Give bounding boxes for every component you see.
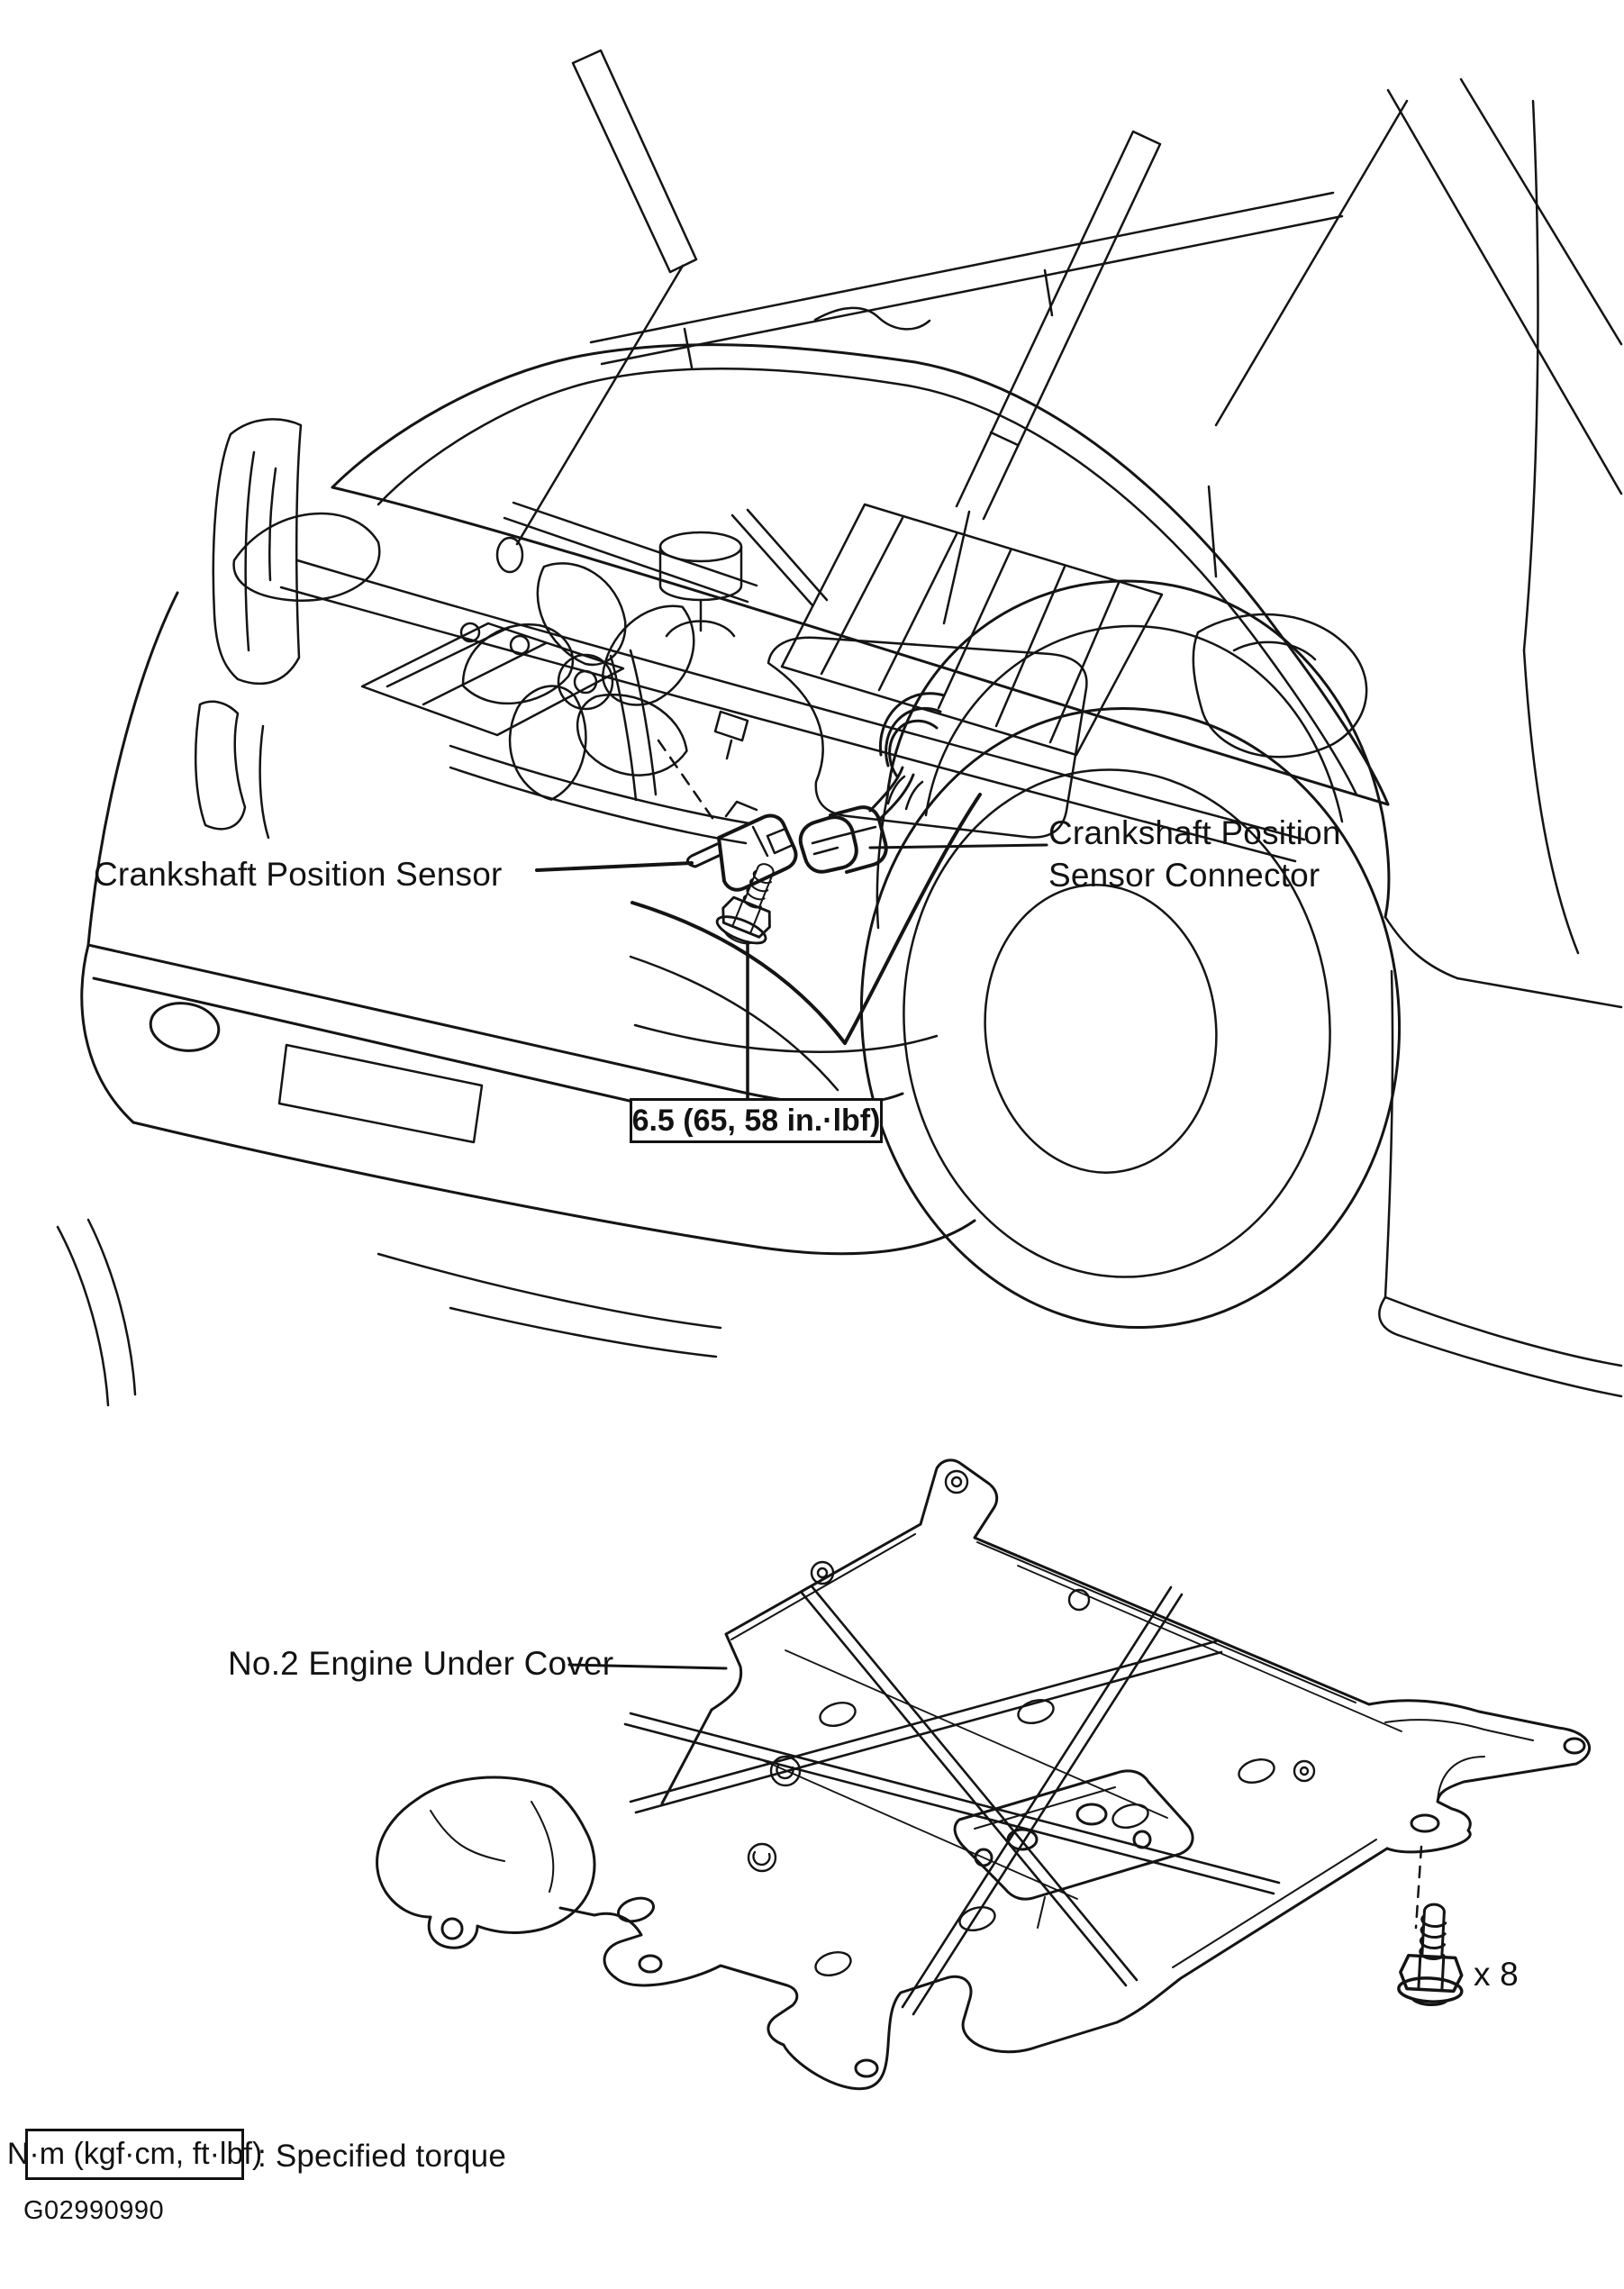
under-cover-left-bulge (377, 1777, 657, 1948)
sensor-connector-label-line2: Sensor Connector (1048, 857, 1320, 894)
hood-panel (332, 345, 1388, 804)
torque-spec-box (630, 1098, 883, 1143)
under-cover-illustration (377, 1460, 1590, 2089)
vehicle-illustration (58, 50, 1621, 1405)
torque-legend-box (6, 2129, 263, 2180)
connector-label-leader-line (870, 845, 1047, 848)
a-pillar-lines (1216, 79, 1621, 650)
under-cover-bolt-icon (1398, 1903, 1466, 2006)
cowl-lines (591, 193, 1342, 368)
body-side-lines (1379, 650, 1621, 1396)
hood-strut-left-icon (497, 50, 696, 572)
sensor-connector-label-line1: Crankshaft Position (1048, 814, 1341, 851)
under-cover-label: No.2 Engine Under Cover (228, 1645, 614, 1682)
torque-legend-units: N·m (kgf·cm, ft·lbf) (6, 2137, 263, 2171)
bolt-dashed-leader-line (1416, 1847, 1421, 1928)
sensor-label-leader-line (537, 863, 692, 870)
under-cover-ribs (625, 1587, 1279, 2014)
torque-legend-meaning: : Specified torque (258, 2139, 506, 2174)
sensor-connector-label (1048, 812, 1341, 896)
front-corner-pillar (213, 419, 301, 683)
crankshaft-sensor-label: Crankshaft Position Sensor (94, 856, 503, 893)
front-bumper (58, 593, 975, 1405)
figure-id: G02990990 (23, 2196, 165, 2225)
sensor-bracket (715, 712, 748, 758)
front-wheel (831, 581, 1457, 1354)
under-cover-holes (748, 1471, 1314, 1979)
torque-spec-value: 6.5 (65, 58 in.·lbf) (631, 1103, 881, 1138)
wheel-arch-front (631, 795, 980, 1090)
hood-strut-right-icon (944, 132, 1160, 623)
bolt-count-label: x 8 (1474, 1956, 1519, 1993)
